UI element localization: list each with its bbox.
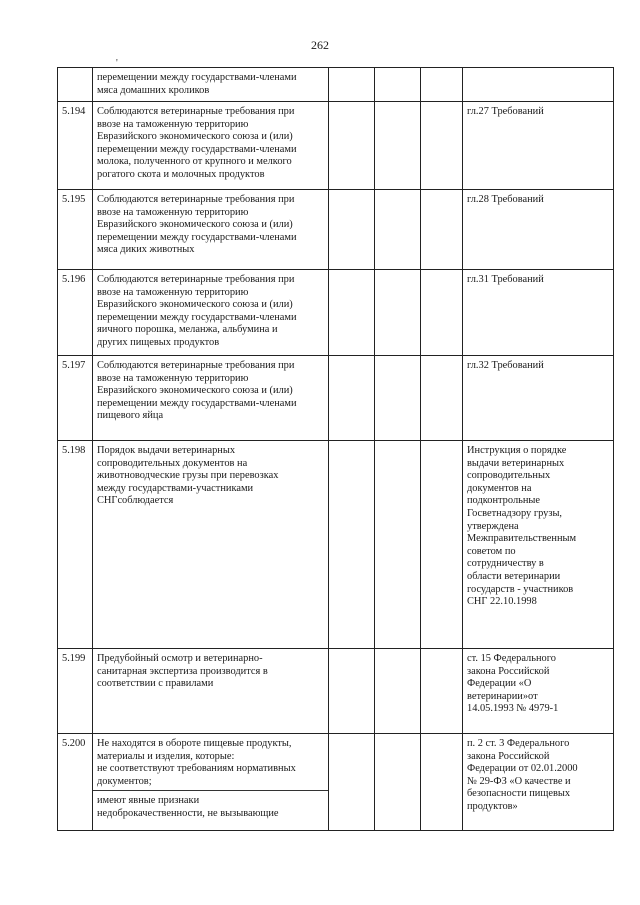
stray-mark: ' — [116, 58, 118, 69]
table-row — [58, 190, 614, 270]
answer-cell — [421, 441, 463, 649]
checklist-table — [57, 67, 614, 831]
item-number: 5.198 — [58, 441, 93, 649]
reference-cell: Инструкция о порядке выдачи ветеринарных сопроводительных документов на подконтрольные Госветнадзору грузы, утверждена Межправительственным советом по сотрудничеству в области ветеринарии государств - участников СНГ 22.10.1998 — [463, 441, 614, 649]
answer-cell — [421, 270, 463, 356]
answer-cell — [375, 190, 421, 270]
answer-cell — [375, 102, 421, 190]
requirement-cell: Порядок выдачи ветеринарных сопроводительных документов на животноводческие грузы при перевозках между государствами-участниками СНГсоблюдается — [93, 441, 329, 649]
table-row — [58, 649, 614, 734]
requirement-cell: Соблюдаются ветеринарные требования при ввозе на таможенную территорию Евразийского экономического союза и (или) перемещении между государствами-членами мяса диких животных — [93, 190, 329, 270]
answer-cell — [329, 734, 375, 831]
answer-cell — [375, 441, 421, 649]
answer-cell — [329, 649, 375, 734]
item-number: 5.194 — [58, 102, 93, 190]
answer-cell — [329, 441, 375, 649]
requirement-cell: перемещении между государствами-членами мяса домашних кроликов — [93, 68, 329, 102]
answer-cell — [421, 649, 463, 734]
checklist-rows — [58, 68, 614, 831]
answer-cell — [421, 68, 463, 102]
answer-cell — [329, 356, 375, 441]
answer-cell — [329, 190, 375, 270]
requirement-part: Не находятся в обороте пищевые продукты, материалы и изделия, которые: не соответствуют требованиям нормативных документов; — [93, 738, 328, 791]
item-number: 5.200 — [58, 734, 93, 831]
answer-cell — [421, 734, 463, 831]
table-row — [58, 441, 614, 649]
reference-cell — [463, 68, 614, 102]
answer-cell — [329, 102, 375, 190]
answer-cell — [421, 190, 463, 270]
reference-cell: гл.32 Требований — [463, 356, 614, 441]
answer-cell — [375, 734, 421, 831]
item-number: 5.199 — [58, 649, 93, 734]
reference-cell: гл.31 Требований — [463, 270, 614, 356]
requirement-part: имеют явные признаки недоброкачественности, не вызывающие — [97, 795, 279, 819]
table-row — [58, 68, 614, 102]
item-number: 5.196 — [58, 270, 93, 356]
table-row — [58, 356, 614, 441]
answer-cell — [375, 270, 421, 356]
answer-cell — [329, 270, 375, 356]
answer-cell — [375, 68, 421, 102]
reference-cell: п. 2 ст. 3 Федерального закона Российской Федерации от 02.01.2000 № 29-ФЗ «О качестве и безопасности пищевых продуктов» — [463, 734, 614, 831]
answer-cell — [421, 356, 463, 441]
answer-cell — [375, 649, 421, 734]
requirement-cell — [93, 734, 329, 831]
reference-cell: гл.27 Требований — [463, 102, 614, 190]
requirement-cell: Соблюдаются ветеринарные требования при ввозе на таможенную территорию Евразийского экономического союза и (или) перемещении между государствами-членами яичного порошка, меланжа, альбумина и других пищевых продуктов — [93, 270, 329, 356]
page-number: 262 — [311, 38, 329, 52]
item-number: 5.197 — [58, 356, 93, 441]
table-row — [58, 102, 614, 190]
reference-cell: гл.28 Требований — [463, 190, 614, 270]
answer-cell — [329, 68, 375, 102]
item-number — [58, 68, 93, 102]
requirement-cell: Соблюдаются ветеринарные требования при ввозе на таможенную территорию Евразийского экономического союза и (или) перемещении между государствами-членами пищевого яйца — [93, 356, 329, 441]
answer-cell — [421, 102, 463, 190]
item-number: 5.195 — [58, 190, 93, 270]
requirement-cell: Предубойный осмотр и ветеринарно- санитарная экспертиза производится в соответствии с правилами — [93, 649, 329, 734]
table-row — [58, 734, 614, 831]
answer-cell — [375, 356, 421, 441]
reference-cell: ст. 15 Федерального закона Российской Федерации «О ветеринарии»от 14.05.1993 № 4979-1 — [463, 649, 614, 734]
table-row — [58, 270, 614, 356]
requirement-cell: Соблюдаются ветеринарные требования при ввозе на таможенную территорию Евразийского экономического союза и (или) перемещении между государствами-членами молока, полученного от крупного и мелкого рогатого скота и молочных продуктов — [93, 102, 329, 190]
